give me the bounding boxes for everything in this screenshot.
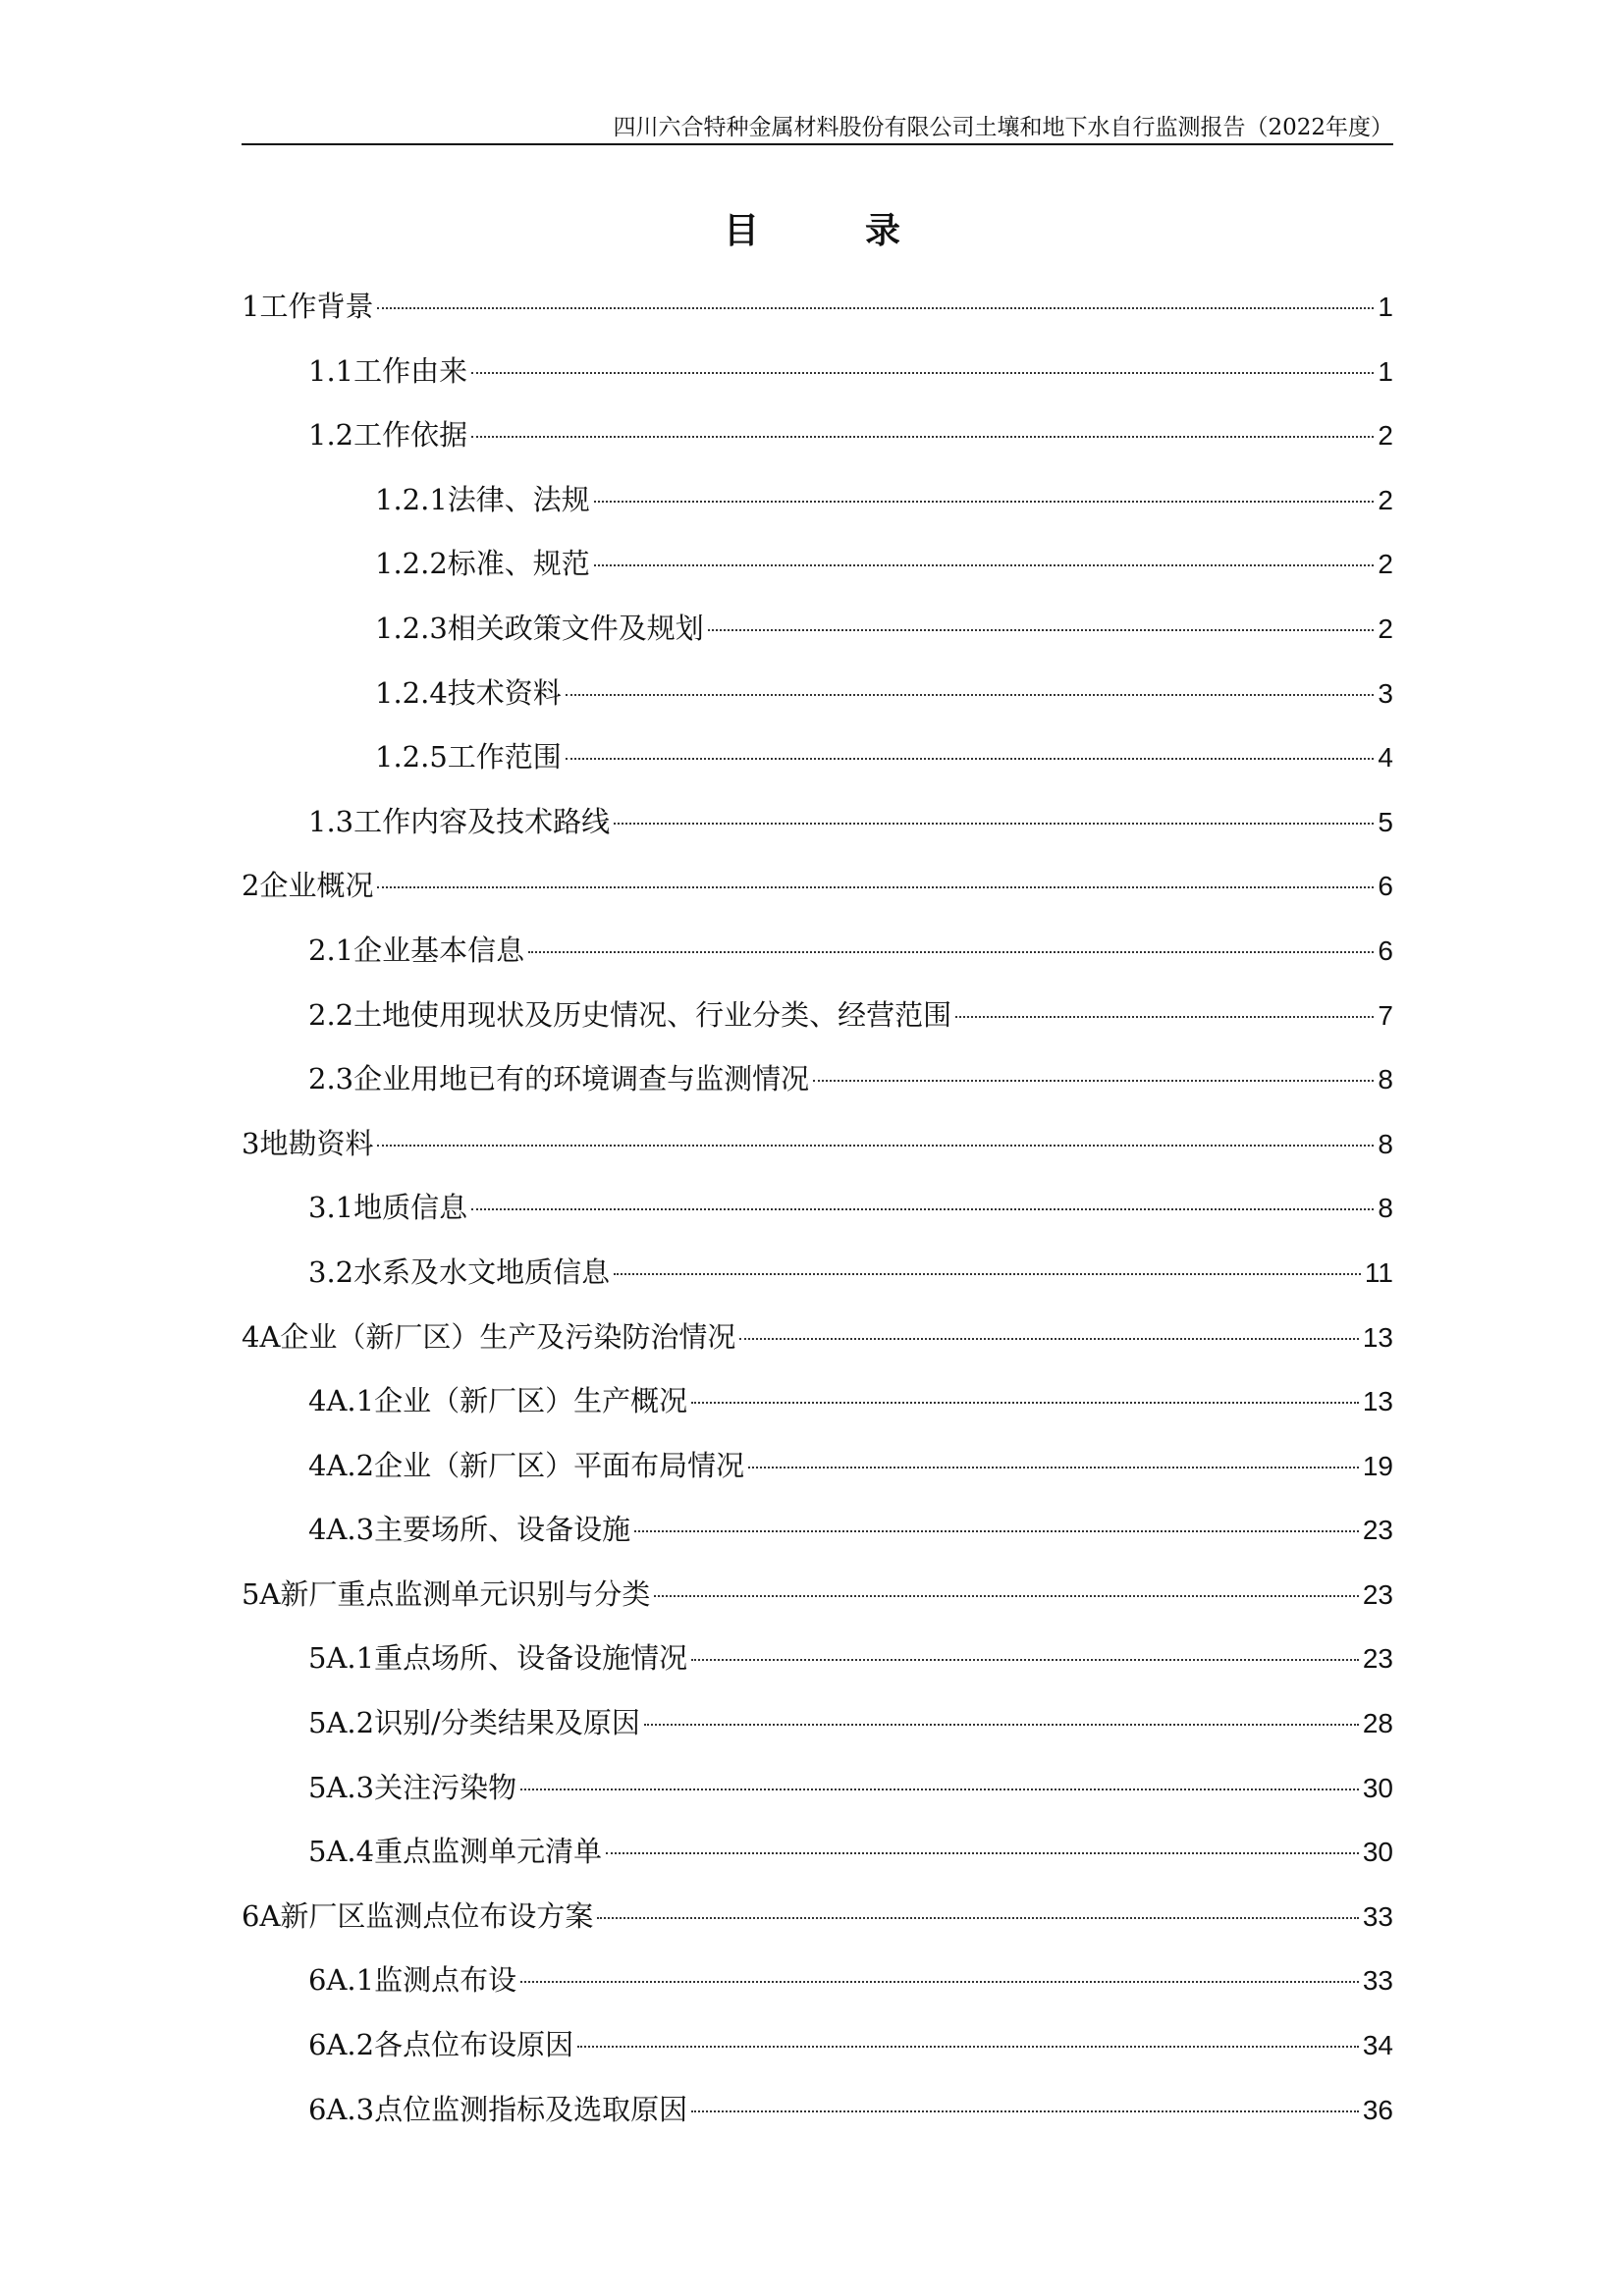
dot-leader <box>577 2046 1359 2048</box>
toc-entry-label[interactable]: 2企业概况 <box>242 869 374 903</box>
toc-entry[interactable] <box>242 669 1393 734</box>
dot-leader <box>471 1208 1374 1210</box>
toc-entry[interactable] <box>242 1634 1393 1699</box>
toc-entry-page-number[interactable]: 5 <box>1378 806 1393 837</box>
toc-entry[interactable] <box>242 991 1393 1056</box>
toc-entry-label[interactable]: 4A企业（新厂区）生产及污染防治情况 <box>242 1319 736 1354</box>
toc-entry-page-number[interactable]: 3 <box>1378 677 1393 709</box>
toc-entry-page-number[interactable]: 23 <box>1362 1643 1393 1675</box>
toc-entry-label[interactable]: 1.3工作内容及技术路线 <box>308 804 611 838</box>
toc-entry-label[interactable]: 2.3企业用地已有的环境调查与监测情况 <box>308 1062 810 1096</box>
toc-entry-label[interactable]: 3.1地质信息 <box>308 1191 468 1225</box>
toc-entry-label[interactable]: 4A.3主要场所、设备设施 <box>308 1513 631 1547</box>
dot-leader <box>594 564 1375 566</box>
toc-entry-label[interactable]: 1.2.1法律、法规 <box>375 482 590 516</box>
toc-entry-page-number[interactable]: 6 <box>1378 934 1393 966</box>
page-header: 四川六合特种金属材料股份有限公司土壤和地下水自行监测报告（2022年度） <box>613 115 1393 140</box>
toc-entry[interactable] <box>242 2021 1393 2086</box>
toc-entry[interactable] <box>242 927 1393 991</box>
toc-entry-label[interactable]: 5A.1重点场所、设备设施情况 <box>308 1641 688 1676</box>
toc-entry-page-number[interactable]: 8 <box>1378 1193 1393 1224</box>
toc-entry[interactable] <box>242 540 1393 605</box>
dot-leader <box>594 501 1375 503</box>
dot-leader <box>606 1852 1359 1854</box>
dot-leader <box>691 1659 1359 1661</box>
toc-entry-page-number[interactable]: 11 <box>1364 1256 1393 1288</box>
dot-leader <box>471 372 1374 374</box>
toc-entry[interactable] <box>242 733 1393 798</box>
toc-entry-page-number[interactable]: 8 <box>1378 1064 1393 1095</box>
dot-leader <box>748 1467 1359 1468</box>
toc-entry-label[interactable]: 4A.1企业（新厂区）生产概况 <box>308 1384 688 1418</box>
dot-leader <box>471 436 1374 438</box>
dot-leader <box>691 1402 1359 1404</box>
toc-entry-page-number[interactable]: 23 <box>1362 1515 1393 1546</box>
toc-entry-page-number[interactable]: 1 <box>1378 355 1393 387</box>
toc-entry-label[interactable]: 4A.2企业（新厂区）平面布局情况 <box>308 1448 745 1482</box>
toc-entry-label[interactable]: 1.2.2标准、规范 <box>375 547 590 581</box>
toc-entry-label[interactable]: 5A.4重点监测单元清单 <box>308 1835 603 1869</box>
toc-entry-label[interactable]: 3.2水系及水文地质信息 <box>308 1255 611 1289</box>
dot-leader <box>377 886 1374 888</box>
dot-leader <box>813 1080 1374 1082</box>
toc-entry-page-number[interactable]: 2 <box>1378 549 1393 580</box>
toc-entry[interactable] <box>242 1120 1393 1185</box>
dot-leader <box>566 694 1375 696</box>
toc-entry[interactable] <box>242 1506 1393 1571</box>
toc-entry[interactable] <box>242 1313 1393 1378</box>
dot-leader <box>566 758 1375 760</box>
toc-entry[interactable] <box>242 798 1393 863</box>
toc-entry[interactable] <box>242 2086 1393 2151</box>
dot-leader <box>377 1145 1374 1147</box>
toc-entry-page-number[interactable]: 30 <box>1362 1837 1393 1868</box>
toc-entry[interactable] <box>242 862 1393 927</box>
toc-entry-label[interactable]: 1.2.4技术资料 <box>375 675 562 710</box>
toc-entry-label[interactable]: 1.2工作依据 <box>308 418 468 453</box>
dot-leader <box>520 1981 1359 1983</box>
dot-leader <box>644 1724 1359 1726</box>
dot-leader <box>739 1338 1358 1340</box>
dot-leader <box>955 1016 1374 1018</box>
toc-entry[interactable] <box>242 1055 1393 1120</box>
toc-entry-label[interactable]: 6A新厂区监测点位布设方案 <box>242 1898 594 1933</box>
toc-entry-page-number[interactable]: 36 <box>1362 2094 1393 2125</box>
toc-entry-page-number[interactable]: 7 <box>1378 999 1393 1031</box>
toc-entry[interactable] <box>242 283 1393 347</box>
toc-entry[interactable] <box>242 1764 1393 1829</box>
toc-entry-page-number[interactable]: 2 <box>1378 484 1393 515</box>
dot-leader <box>614 1273 1361 1275</box>
toc-entry-page-number[interactable]: 19 <box>1362 1450 1393 1481</box>
toc-entry-label[interactable]: 1.2.5工作范围 <box>375 740 562 774</box>
toc-entry-page-number[interactable]: 33 <box>1362 1965 1393 1997</box>
toc-entry-page-number[interactable]: 34 <box>1362 2030 1393 2061</box>
toc-entry[interactable] <box>242 347 1393 412</box>
dot-leader <box>708 629 1375 631</box>
toc-entry[interactable] <box>242 605 1393 669</box>
toc-entry-page-number[interactable]: 30 <box>1362 1772 1393 1803</box>
toc-entry-label[interactable]: 6A.2各点位布设原因 <box>308 2028 574 2062</box>
header-rule <box>242 143 1393 145</box>
dot-leader <box>691 2110 1359 2112</box>
toc-entry-label[interactable]: 5A新厂重点监测单元识别与分类 <box>242 1576 651 1611</box>
toc-title: 目 录 <box>723 210 936 251</box>
toc-entry-page-number[interactable]: 6 <box>1378 871 1393 902</box>
toc-entry-label[interactable]: 1.2.3相关政策文件及规划 <box>375 611 704 645</box>
toc-entry[interactable] <box>242 1184 1393 1249</box>
toc-entry[interactable] <box>242 1956 1393 2021</box>
toc-entry[interactable] <box>242 1828 1393 1893</box>
toc-entry-page-number[interactable]: 28 <box>1362 1708 1393 1739</box>
toc-entry-label[interactable]: 5A.2识别/分类结果及原因 <box>308 1706 640 1740</box>
toc-entry[interactable] <box>242 411 1393 476</box>
toc-entry[interactable] <box>242 1377 1393 1442</box>
toc-entry-page-number[interactable]: 2 <box>1378 613 1393 644</box>
toc-entry-label[interactable]: 2.2土地使用现状及历史情况、行业分类、经营范围 <box>308 997 952 1032</box>
dot-leader <box>520 1789 1359 1790</box>
dot-leader <box>634 1530 1359 1532</box>
toc-entry-label[interactable]: 1.1工作由来 <box>308 353 468 388</box>
toc-entry[interactable] <box>242 1249 1393 1313</box>
dot-leader <box>528 951 1374 953</box>
toc-entry[interactable] <box>242 1571 1393 1635</box>
toc-entry[interactable] <box>242 1893 1393 1957</box>
dot-leader <box>597 1917 1358 1919</box>
toc-entry-page-number[interactable]: 13 <box>1362 1321 1393 1353</box>
toc-entry[interactable] <box>242 1442 1393 1507</box>
toc-entry-page-number[interactable]: 23 <box>1362 1578 1393 1610</box>
dot-leader <box>654 1595 1358 1597</box>
toc-entry-label[interactable]: 1工作背景 <box>242 290 374 323</box>
toc-entry-label[interactable]: 5A.3关注污染物 <box>308 1770 517 1804</box>
dot-leader <box>377 307 1374 309</box>
table-of-contents <box>242 283 1393 2150</box>
toc-entry-page-number[interactable]: 2 <box>1378 420 1393 452</box>
toc-entry-page-number[interactable]: 4 <box>1378 742 1393 774</box>
toc-entry[interactable] <box>242 476 1393 541</box>
toc-entry-label[interactable]: 2.1企业基本信息 <box>308 933 525 967</box>
toc-entry-label[interactable]: 6A.1监测点布设 <box>308 1963 517 1998</box>
toc-entry[interactable] <box>242 1699 1393 1764</box>
toc-entry-label[interactable]: 3地勘资料 <box>242 1126 374 1160</box>
toc-entry-page-number[interactable]: 8 <box>1378 1128 1393 1159</box>
dot-leader <box>614 823 1374 825</box>
toc-entry-page-number[interactable]: 33 <box>1362 1900 1393 1932</box>
toc-entry-page-number[interactable]: 1 <box>1378 292 1393 322</box>
toc-entry-page-number[interactable]: 13 <box>1362 1386 1393 1417</box>
toc-entry-label[interactable]: 6A.3点位监测指标及选取原因 <box>308 2092 688 2126</box>
